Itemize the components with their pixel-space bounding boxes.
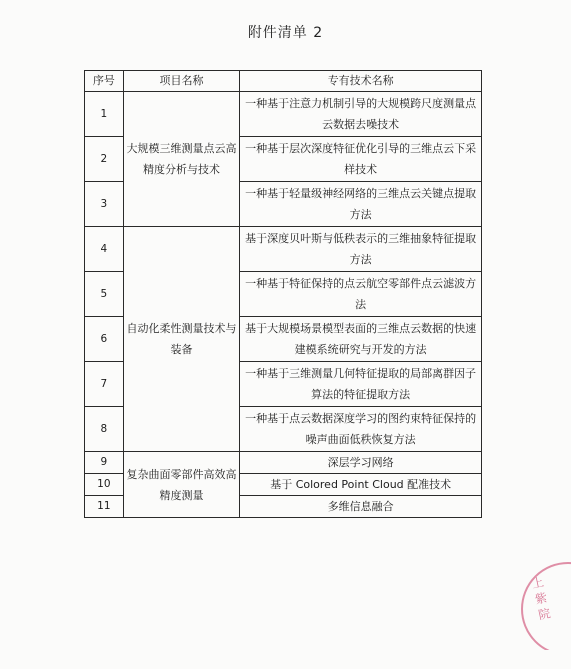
row-no: 3: [85, 182, 124, 227]
seal-text: 上 紫 院: [530, 574, 552, 623]
table-row: [85, 92, 482, 137]
row-no: 9: [85, 452, 124, 474]
header-project: 项目名称: [123, 71, 240, 92]
tech-name: 基于深度贝叶斯与低秩表示的三维抽象特征提取方法: [240, 227, 482, 272]
row-no: 6: [85, 317, 124, 362]
project-name: 自动化柔性测量技术与装备: [123, 227, 240, 452]
tech-name: 深层学习网络: [240, 452, 482, 474]
project-name: 大规模三维测量点云高精度分析与技术: [123, 92, 240, 227]
row-no: 4: [85, 227, 124, 272]
row-no: 7: [85, 362, 124, 407]
row-no: 10: [85, 474, 124, 496]
tech-name: 基于大规模场景模型表面的三维点云数据的快速建模系统研究与开发的方法: [240, 317, 482, 362]
tech-name: 一种基于三维测量几何特征提取的局部离群因子算法的特征提取方法: [240, 362, 482, 407]
row-no: 8: [85, 407, 124, 452]
row-no: 11: [85, 496, 124, 518]
row-no: 5: [85, 272, 124, 317]
tech-name: 基于 Colored Point Cloud 配准技术: [240, 474, 482, 496]
tech-name: 一种基于注意力机制引导的大规模跨尺度测量点云数据去噪技术: [240, 92, 482, 137]
tech-name: 多维信息融合: [240, 496, 482, 518]
attachment-table: [84, 70, 482, 518]
official-seal: [513, 560, 571, 650]
table-row: [85, 227, 482, 272]
header-no: 序号: [85, 71, 124, 92]
project-name: 复杂曲面零部件高效高精度测量: [123, 452, 240, 518]
table-row: [85, 452, 482, 474]
header-tech: 专有技术名称: [240, 71, 482, 92]
row-no: 2: [85, 137, 124, 182]
tech-name: 一种基于特征保持的点云航空零部件点云滤波方法: [240, 272, 482, 317]
page-title: 附件清单 2: [247, 25, 324, 41]
tech-name: 一种基于点云数据深度学习的图约束特征保持的噪声曲面低秩恢复方法: [240, 407, 482, 452]
tech-name: 一种基于层次深度特征优化引导的三维点云下采样技术: [240, 137, 482, 182]
table-header-row: [85, 71, 482, 92]
row-no: 1: [85, 92, 124, 137]
tech-name: 一种基于轻量级神经网络的三维点云关键点提取方法: [240, 182, 482, 227]
